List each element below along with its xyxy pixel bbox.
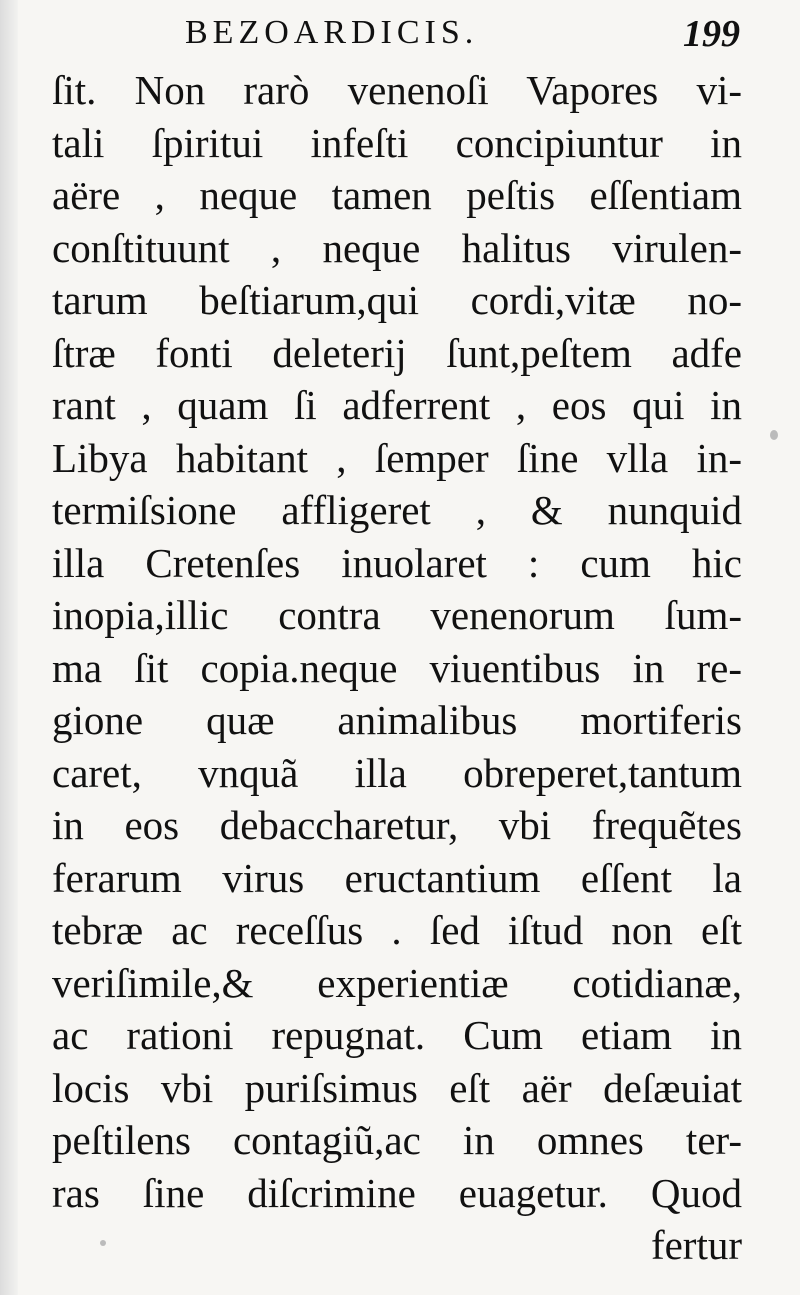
text-line: termiſsione affligeret , & nunquid — [52, 487, 742, 533]
body-text — [52, 64, 742, 1272]
text-line: ras ſine diſcrimine euagetur. Quod — [52, 1169, 742, 1216]
text-line: in eos debaccharetur, vbi frequẽtes — [52, 802, 742, 848]
text-line: tebræ ac receſſus . ſed iſtud non eſt — [52, 907, 742, 953]
page-number: 199 — [683, 13, 740, 55]
text-line: tarum beſtiarum,qui cordi,vitæ no- — [52, 277, 742, 323]
running-head: BEZOARDICIS. — [185, 14, 479, 51]
catchword: fertur — [650, 1222, 742, 1268]
text-line: ſtræ fonti deleterij ſunt,peſtem adfe — [52, 329, 742, 376]
text-line: rant , quam ſi adferrent , eos qui in — [52, 382, 742, 428]
text-line: ma ſit copia.neque viuentibus in re- — [52, 644, 742, 691]
text-line: peſtilens contagiũ,ac in omnes ter- — [52, 1117, 742, 1163]
text-line: Libya habitant , ſemper ſine vlla in- — [52, 434, 742, 481]
text-line: ferarum virus eructantium eſſent la — [52, 854, 742, 901]
text-line: caret, vnquã illa obreperet,tantum — [52, 749, 742, 796]
text-line: illa Cretenſes inuolaret : cum hic — [52, 539, 742, 586]
text-line: conſtituunt , neque halitus virulen- — [52, 224, 742, 271]
text-line: ſit. Non rarò venenoſi Vapores vi- — [52, 67, 742, 113]
text-line: inopia,illic contra venenorum ſum- — [52, 592, 742, 638]
text-line: locis vbi puriſsimus eſt aër deſæuiat — [52, 1064, 742, 1111]
page-gutter-shadow — [0, 0, 18, 1295]
text-line: ac rationi repugnat. Cum etiam in — [52, 1012, 742, 1058]
paper-speck — [100, 1240, 106, 1246]
text-line: tali ſpiritui infeſti concipiuntur in — [52, 119, 742, 166]
page-header — [185, 14, 740, 60]
text-line: aëre , neque tamen peſtis eſſentiam — [52, 172, 742, 218]
text-line: gione quæ animalibus mortiferis — [52, 697, 742, 743]
text-line: veriſimile,& experientiæ cotidianæ, — [52, 959, 742, 1006]
paper-speck — [770, 430, 778, 440]
